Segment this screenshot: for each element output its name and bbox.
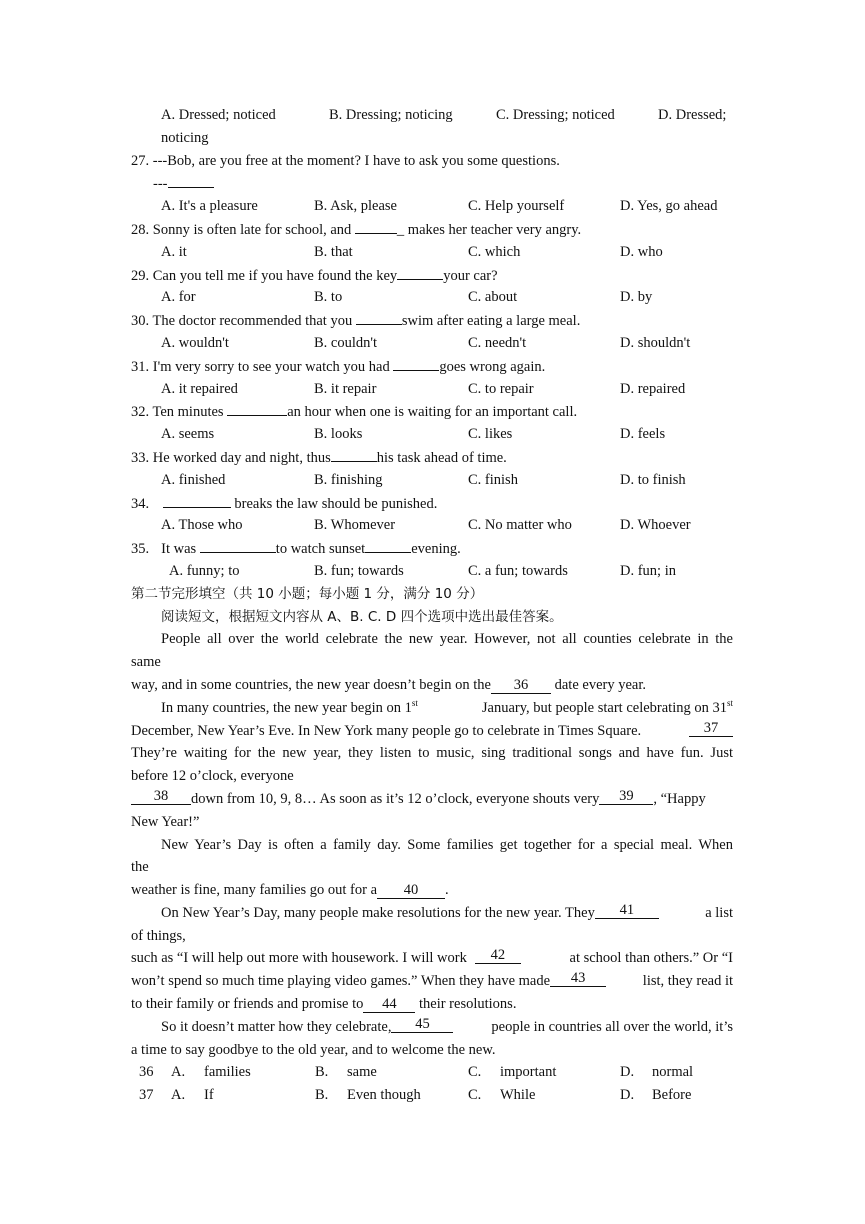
answer-row-36 xyxy=(131,1061,733,1084)
q30-option-a: A. wouldn't xyxy=(161,334,229,351)
passage-p4-line1 xyxy=(131,902,733,925)
q33-stem-pre: 33. He worked day and night, thus xyxy=(131,449,331,466)
exam-content xyxy=(131,104,733,1107)
q30-stem-pre: 30. The doctor recommended that you xyxy=(131,313,356,330)
answer-letter-d: D. xyxy=(620,1064,635,1081)
answer-letter-c: C. xyxy=(468,1064,482,1081)
q28-option-b: B. that xyxy=(314,243,353,260)
passage-text: down from 10, 9, 8… As soon as it’s 12 o’clock, everyone shouts very xyxy=(191,790,600,807)
q35-options xyxy=(131,560,733,583)
q26-option-d: D. Dressed; xyxy=(658,107,727,123)
blank-38: 38 xyxy=(131,788,191,805)
blank-41: 41 xyxy=(595,902,659,919)
passage-p2-line4: before 12 o’clock, everyone xyxy=(131,768,294,785)
passage-p1-line1: People all over the world celebrate the new year. However, not all counties celebrate in the xyxy=(161,631,733,648)
q32-option-b: B. looks xyxy=(314,426,363,443)
passage-p3-line2: the xyxy=(131,859,149,876)
blank-43: 43 xyxy=(550,970,606,987)
q26-option-c: C. Dressing; noticed xyxy=(496,107,615,123)
passage-text: way, and in some countries, the new year doesn’t begin on the xyxy=(131,676,491,693)
q33-options xyxy=(131,469,733,492)
q28-option-d: D. who xyxy=(620,243,663,260)
q34-stem-pre: 34. xyxy=(131,495,153,512)
q29-option-d: D. by xyxy=(620,289,653,306)
passage-p4-line3 xyxy=(131,947,733,970)
answer-letter-d: D. xyxy=(620,1087,635,1104)
q30-option-b: B. couldn't xyxy=(314,334,378,351)
passage-text xyxy=(482,697,733,720)
q29-options xyxy=(131,286,733,309)
passage-p2-line6: New Year!” xyxy=(131,813,200,830)
q31-option-d: D. repaired xyxy=(620,380,686,397)
passage-text: On New Year’s Day, many people make resolutions for the new year. They xyxy=(161,904,595,921)
q31-stem-pre: 31. I'm very sorry to see your watch you had xyxy=(131,358,394,375)
q28-stem xyxy=(131,218,733,241)
q29-blank xyxy=(397,264,443,280)
passage-p4-line2: of things, xyxy=(131,927,186,944)
q28-option-a: A. it xyxy=(161,243,187,260)
q33-option-d: D. to finish xyxy=(620,471,686,488)
q32-option-a: A. seems xyxy=(161,426,215,443)
q34-blank xyxy=(163,492,231,508)
q32-options xyxy=(131,423,733,446)
answer-row-number: 36 xyxy=(139,1064,154,1081)
q26-option-d-wrap: noticing xyxy=(161,129,209,146)
q35-stem xyxy=(131,537,733,560)
q28-stem-post: _ makes her teacher very angry. xyxy=(396,221,582,238)
q29-option-a: A. for xyxy=(161,289,196,306)
q29-stem-pre: 29. Can you tell me if you have found the key xyxy=(131,267,398,284)
blank-39: 39 xyxy=(599,788,653,805)
q28-option-c: C. which xyxy=(468,243,521,260)
q31-stem-post: goes wrong again. xyxy=(439,358,546,375)
passage-p5-line1 xyxy=(131,1016,733,1039)
superscript-st: st xyxy=(411,697,418,708)
passage-text: December, New Year’s Eve. In New York many people go to celebrate in Times Square. xyxy=(131,722,642,739)
q35-stem-part3: evening. xyxy=(411,541,461,558)
q35-stem-part2: to watch sunset xyxy=(275,541,366,558)
answer-option-a: families xyxy=(204,1064,251,1081)
q34-option-b: B. Whomever xyxy=(314,517,396,534)
q30-option-d: D. shouldn't xyxy=(620,334,691,351)
passage-text: such as “I will help out more with housework. I will work xyxy=(131,950,467,967)
q27-option-d: D. Yes, go ahead xyxy=(620,198,718,215)
blank-45: 45 xyxy=(391,1016,453,1033)
passage-text: weather is fine, many families go out for a xyxy=(131,882,378,899)
passage-p4-line5 xyxy=(131,993,733,1016)
q26-options xyxy=(131,104,733,127)
answer-row-37 xyxy=(131,1084,733,1107)
passage-text: people in countries all over the world, it’s xyxy=(491,1018,733,1035)
q30-stem-post: swim after eating a large meal. xyxy=(401,313,581,330)
q34-stem xyxy=(131,492,733,515)
q32-option-d: D. feels xyxy=(620,426,666,443)
answer-letter-a: A. xyxy=(171,1087,186,1104)
answer-letter-b: B. xyxy=(315,1087,329,1104)
q28-stem-pre: 28. Sonny is often late for school, and xyxy=(131,221,355,238)
q32-blank xyxy=(227,400,287,416)
passage-p5-line2: a time to say goodbye to the old year, and to welcome the new. xyxy=(131,1041,496,1058)
q27-blank xyxy=(168,172,214,188)
q33-stem xyxy=(131,446,733,469)
q30-stem xyxy=(131,309,733,332)
q27-stem: 27. ---Bob, are you free at the moment? I have to ask you some questions. xyxy=(131,152,560,169)
q33-option-b: B. finishing xyxy=(314,471,383,488)
q34-option-d: D. Whoever xyxy=(620,517,691,534)
q26-option-b: B. Dressing; noticing xyxy=(329,107,453,123)
answer-option-c: important xyxy=(500,1064,557,1081)
passage-text: list, they read it xyxy=(642,973,733,990)
q27-option-a: A. It's a pleasure xyxy=(161,198,258,215)
passage-p2-line1 xyxy=(131,697,733,720)
passage-text xyxy=(161,697,418,720)
q27-reply-dashes: --- xyxy=(153,176,168,193)
section-instruction: 阅读短文，根据短文内容从 A、B. C. D 四个选项中选出最佳答案。 xyxy=(161,608,563,625)
q33-option-c: C. finish xyxy=(468,471,518,488)
answer-option-c: While xyxy=(500,1087,536,1104)
passage-text: to their family or friends and promise to xyxy=(131,996,364,1013)
q32-stem-pre: 32. Ten minutes xyxy=(131,404,228,421)
blank-44: 44 xyxy=(363,996,415,1013)
passage-text: won’t spend so much time playing video games.” When they have made xyxy=(131,973,551,990)
superscript-st: st xyxy=(726,697,733,708)
q30-options xyxy=(131,332,733,355)
passage-text: a list xyxy=(705,904,733,921)
q32-stem-post: an hour when one is waiting for an important call. xyxy=(287,404,578,421)
q33-stem-post: his task ahead of time. xyxy=(376,449,507,466)
q35-number: 35. xyxy=(131,541,150,558)
q31-option-a: A. it repaired xyxy=(161,380,238,397)
blank-37: 37 xyxy=(689,720,733,737)
answer-option-d: normal xyxy=(652,1064,694,1081)
q29-option-b: B. to xyxy=(314,289,343,306)
q29-stem-post: your car? xyxy=(443,267,498,284)
answer-letter-a: A. xyxy=(171,1064,186,1081)
q35-stem-part1: It was xyxy=(161,541,200,558)
q30-option-c: C. needn't xyxy=(468,334,527,351)
q29-option-c: C. about xyxy=(468,289,518,306)
passage-p4-line4 xyxy=(131,970,733,993)
passage-p3-line3 xyxy=(131,879,733,902)
q34-options xyxy=(131,514,733,537)
q33-option-a: A. finished xyxy=(161,471,226,488)
blank-36: 36 xyxy=(491,677,551,694)
passage-text-part: January, but people start celebrating on 31 xyxy=(481,699,727,716)
q35-blank-2 xyxy=(365,537,411,553)
passage-p1-line2: same xyxy=(131,654,161,671)
q31-options xyxy=(131,378,733,401)
blank-40: 40 xyxy=(377,882,445,899)
q31-stem xyxy=(131,355,733,378)
answer-letter-b: B. xyxy=(315,1064,329,1081)
answer-option-b: same xyxy=(347,1064,377,1081)
blank-42: 42 xyxy=(475,947,521,964)
passage-text-part: In many countries, the new year begin on 1 xyxy=(161,699,412,716)
passage-text: . xyxy=(445,882,449,899)
q31-blank xyxy=(393,355,439,371)
q35-option-b: B. fun; towards xyxy=(314,562,404,579)
passage-text: at school than others.” Or “I xyxy=(569,950,733,967)
q27-reply xyxy=(131,172,733,195)
passage-p1-line3 xyxy=(131,674,733,697)
q28-blank xyxy=(355,218,397,234)
answer-option-d: Before xyxy=(652,1087,692,1104)
q35-option-a: A. funny; to xyxy=(169,562,240,579)
answer-letter-c: C. xyxy=(468,1087,482,1104)
passage-p2-line5 xyxy=(131,788,733,811)
q31-option-c: C. to repair xyxy=(468,380,534,397)
answer-row-number: 37 xyxy=(139,1087,154,1104)
q27-options xyxy=(131,195,733,218)
passage-text: So it doesn’t matter how they celebrate, xyxy=(161,1018,392,1035)
passage-p2-line3: They’re waiting for the new year, they listen to music, sing traditional songs and have fun. Just xyxy=(131,745,733,762)
section-heading: 第二节完形填空（共 10 小题；每小题 1 分，满分 10 分） xyxy=(131,585,484,602)
answer-option-b: Even though xyxy=(347,1087,421,1104)
q27-option-b: B. Ask, please xyxy=(314,198,397,215)
q27-option-c: C. Help yourself xyxy=(468,198,565,215)
q28-options xyxy=(131,241,733,264)
q32-stem xyxy=(131,400,733,423)
q34-option-c: C. No matter who xyxy=(468,517,572,534)
passage-text: , “Happy xyxy=(653,790,706,807)
q33-blank xyxy=(331,446,377,462)
q35-blank-1 xyxy=(200,537,276,553)
q34-option-a: A. Those who xyxy=(161,517,243,534)
q29-stem xyxy=(131,264,733,287)
q31-option-b: B. it repair xyxy=(314,380,377,397)
q26-option-a: A. Dressed; noticed xyxy=(161,107,276,123)
passage-p2-line2 xyxy=(131,720,733,743)
passage-text: their resolutions. xyxy=(415,996,517,1013)
answer-option-a: If xyxy=(204,1087,214,1104)
q30-blank xyxy=(356,309,402,325)
passage-p3-line1: New Year’s Day is often a family day. Some families get together for a special meal. When xyxy=(161,836,733,853)
q32-option-c: C. likes xyxy=(468,426,513,443)
q34-stem-post: breaks the law should be punished. xyxy=(230,495,438,512)
passage-text: date every year. xyxy=(551,676,647,693)
q35-option-d: D. fun; in xyxy=(620,562,676,579)
q35-option-c: C. a fun; towards xyxy=(468,562,568,579)
